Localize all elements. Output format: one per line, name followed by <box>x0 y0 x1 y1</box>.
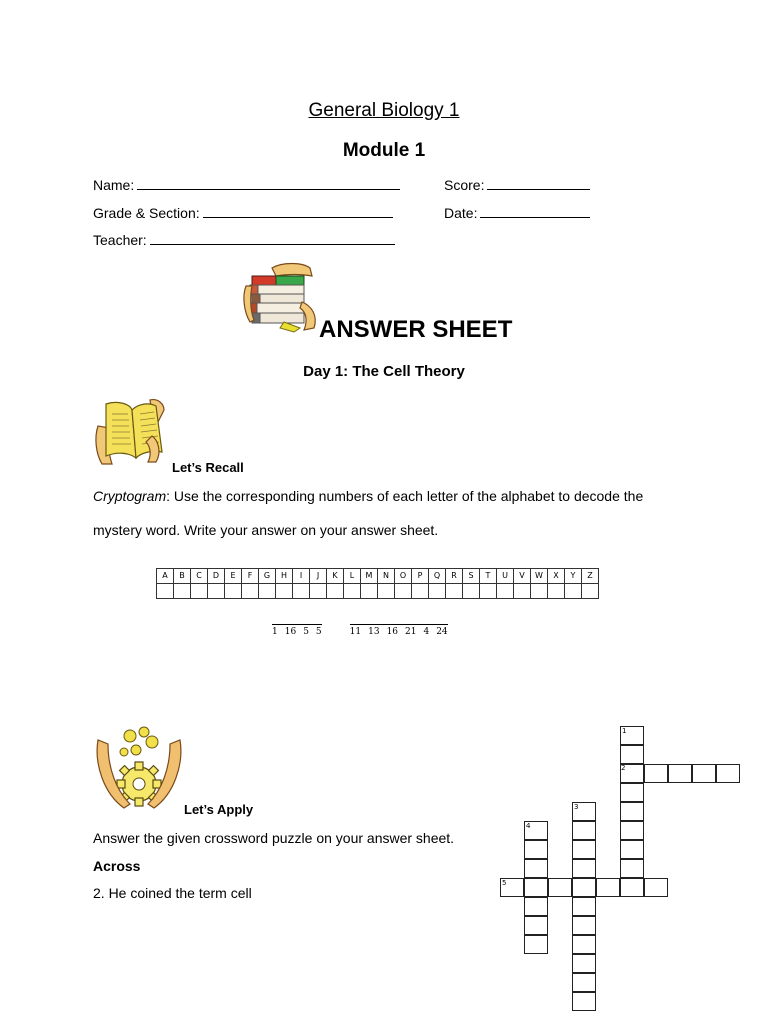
crossword-cell[interactable] <box>716 764 740 783</box>
across-heading: Across <box>93 858 141 874</box>
name-line <box>137 177 400 190</box>
date-line <box>480 205 590 218</box>
alphabet-number-cell-q[interactable] <box>429 584 446 599</box>
alphabet-number-cell-a[interactable] <box>157 584 174 599</box>
teacher-label: Teacher: <box>93 232 147 248</box>
alphabet-number-cell-y[interactable] <box>565 584 582 599</box>
crossword-cell[interactable] <box>620 859 644 878</box>
alphabet-letter-j: J <box>310 569 327 584</box>
crossword-cell[interactable] <box>644 878 668 897</box>
crossword-clue-number: 1 <box>622 727 627 735</box>
alphabet-letter-l: L <box>344 569 361 584</box>
alphabet-number-cell-k[interactable] <box>327 584 344 599</box>
books-in-hands-icon <box>242 262 320 334</box>
alphabet-number-cell-z[interactable] <box>582 584 599 599</box>
code-word-2-number: 13 <box>368 627 380 637</box>
crossword-cell[interactable] <box>668 764 692 783</box>
date-field[interactable] <box>444 205 590 221</box>
mystery-word-code <box>272 624 448 637</box>
crossword-clue-number: 2 <box>621 764 626 772</box>
alphabet-letter-y: Y <box>565 569 582 584</box>
alphabet-letter-v: V <box>514 569 531 584</box>
code-word-1-number: 5 <box>303 627 309 637</box>
date-label: Date: <box>444 205 478 221</box>
alphabet-letter-c: C <box>191 569 208 584</box>
alphabet-number-cell-p[interactable] <box>412 584 429 599</box>
code-word-2-number: 21 <box>405 627 417 637</box>
cryptogram-instruction-line2: mystery word. Write your answer on your answer sheet. <box>93 522 439 538</box>
teacher-line <box>150 232 395 245</box>
crossword-cell[interactable] <box>572 916 596 935</box>
crossword-cell[interactable] <box>572 802 596 821</box>
crossword-cell[interactable] <box>572 821 596 840</box>
alphabet-number-cell-e[interactable] <box>225 584 242 599</box>
code-word-2-number: 16 <box>386 627 399 637</box>
crossword-cell[interactable] <box>620 840 644 859</box>
crossword-cell[interactable] <box>572 935 596 954</box>
gears-in-hands-icon <box>94 724 184 814</box>
alphabet-number-cell-j[interactable] <box>310 584 327 599</box>
alphabet-letter-g: G <box>259 569 276 584</box>
crossword-cell[interactable] <box>644 764 668 783</box>
alphabet-letter-d: D <box>208 569 225 584</box>
name-field[interactable] <box>93 177 400 193</box>
alphabet-letter-o: O <box>395 569 412 584</box>
alphabet-number-cell-w[interactable] <box>531 584 548 599</box>
alphabet-letter-w: W <box>531 569 548 584</box>
crossword-cell[interactable] <box>620 745 644 764</box>
module-title: Module 1 <box>342 140 426 161</box>
score-label: Score: <box>444 177 485 193</box>
crossword-cell[interactable] <box>620 764 644 783</box>
crossword-cell[interactable] <box>620 802 644 821</box>
crossword-cell[interactable] <box>572 992 596 1011</box>
alphabet-number-cell-l[interactable] <box>344 584 361 599</box>
alphabet-number-cell-c[interactable] <box>191 584 208 599</box>
across-clue-2: 2. He coined the term cell <box>93 885 252 901</box>
alphabet-number-cell-b[interactable] <box>174 584 191 599</box>
crossword-cell[interactable] <box>572 840 596 859</box>
crossword-cell[interactable] <box>524 916 548 935</box>
code-word-1-number: 16 <box>284 627 297 637</box>
alphabet-number-cell-h[interactable] <box>276 584 293 599</box>
crossword-cell[interactable] <box>572 859 596 878</box>
alphabet-number-cell-s[interactable] <box>463 584 480 599</box>
alphabet-number-cell-i[interactable] <box>293 584 310 599</box>
alphabet-number-cell-v[interactable] <box>514 584 531 599</box>
code-word-2-number: 11 <box>349 627 362 637</box>
crossword-cell[interactable] <box>524 897 548 916</box>
alphabet-letter-f: F <box>242 569 259 584</box>
alphabet-letter-s: S <box>463 569 480 584</box>
crossword-cell[interactable] <box>692 764 716 783</box>
crossword-clue-number: 3 <box>574 803 579 811</box>
alphabet-letter-p: P <box>412 569 429 584</box>
alphabet-number-cell-t[interactable] <box>480 584 497 599</box>
alphabet-letter-u: U <box>497 569 514 584</box>
crossword-cell[interactable] <box>620 726 644 745</box>
worksheet-title: General Biology 1 <box>308 100 460 121</box>
name-label: Name: <box>93 177 135 193</box>
alphabet-letter-x: X <box>548 569 565 584</box>
code-word-1-number: 1 <box>272 627 278 637</box>
code-word-1 <box>272 624 322 637</box>
crossword-cell[interactable] <box>596 878 620 897</box>
alphabet-letter-t: T <box>480 569 497 584</box>
alphabet-table <box>156 568 599 599</box>
teacher-field[interactable] <box>93 232 395 248</box>
crossword-clue-number: 4 <box>526 822 531 830</box>
score-line <box>487 177 590 190</box>
crossword-cell[interactable] <box>620 783 644 802</box>
alphabet-letter-n: N <box>378 569 395 584</box>
crossword-cell[interactable] <box>524 821 548 840</box>
crossword-cell[interactable] <box>572 973 596 992</box>
code-word-1-number: 5 <box>315 627 322 637</box>
code-word-2 <box>350 624 448 637</box>
alphabet-letter-h: H <box>276 569 293 584</box>
crossword-cell[interactable] <box>620 878 644 897</box>
code-word-2-number: 4 <box>423 627 430 637</box>
cryptogram-instruction-text: : Use the corresponding numbers of each letter of the alphabet to decode the <box>166 488 644 504</box>
alphabet-number-cell-u[interactable] <box>497 584 514 599</box>
alphabet-letter-row <box>157 569 599 584</box>
alphabet-letter-z: Z <box>582 569 599 584</box>
crossword-cell[interactable] <box>620 821 644 840</box>
crossword-cell[interactable] <box>524 859 548 878</box>
lets-apply-heading: Let’s Apply <box>184 802 254 817</box>
open-book-icon <box>92 396 170 468</box>
alphabet-number-cell-d[interactable] <box>208 584 225 599</box>
crossword-cell[interactable] <box>572 897 596 916</box>
alphabet-number-cell-f[interactable] <box>242 584 259 599</box>
crossword-instruction: Answer the given crossword puzzle on your answer sheet. <box>93 830 455 846</box>
grade-section-line <box>203 205 393 218</box>
alphabet-letter-k: K <box>327 569 344 584</box>
alphabet-letter-q: Q <box>429 569 446 584</box>
crossword-cell[interactable] <box>524 840 548 859</box>
crossword-cell[interactable] <box>524 878 548 897</box>
alphabet-letter-b: B <box>174 569 191 584</box>
crossword-cell[interactable] <box>500 878 524 897</box>
alphabet-letter-i: I <box>293 569 310 584</box>
alphabet-letter-a: A <box>157 569 174 584</box>
score-field[interactable] <box>444 177 590 193</box>
alphabet-number-cell-o[interactable] <box>395 584 412 599</box>
crossword-cell[interactable] <box>572 878 596 897</box>
alphabet-letter-m: M <box>361 569 378 584</box>
grade-section-label: Grade & Section: <box>93 205 200 221</box>
crossword-clue-number: 5 <box>502 879 507 887</box>
alphabet-number-cell-n[interactable] <box>378 584 395 599</box>
alphabet-number-row <box>157 584 599 599</box>
crossword-cell[interactable] <box>572 954 596 973</box>
code-word-2-blanks <box>350 624 448 625</box>
day-title: Day 1: The Cell Theory <box>303 363 465 380</box>
lets-recall-heading: Let’s Recall <box>172 460 244 475</box>
alphabet-letter-r: R <box>446 569 463 584</box>
answer-sheet-title: ANSWER SHEET <box>319 316 513 343</box>
cryptogram-instruction <box>93 488 643 504</box>
alphabet-number-cell-g[interactable] <box>259 584 276 599</box>
cryptogram-label: Cryptogram <box>93 488 167 504</box>
code-word-2-number: 24 <box>436 627 448 637</box>
alphabet-number-cell-x[interactable] <box>548 584 565 599</box>
alphabet-letter-e: E <box>225 569 242 584</box>
crossword-cell[interactable] <box>548 878 572 897</box>
alphabet-number-cell-r[interactable] <box>446 584 463 599</box>
code-word-1-blanks <box>272 624 322 625</box>
crossword-cell[interactable] <box>524 935 548 954</box>
grade-section-field[interactable] <box>93 205 393 221</box>
alphabet-number-cell-m[interactable] <box>361 584 378 599</box>
